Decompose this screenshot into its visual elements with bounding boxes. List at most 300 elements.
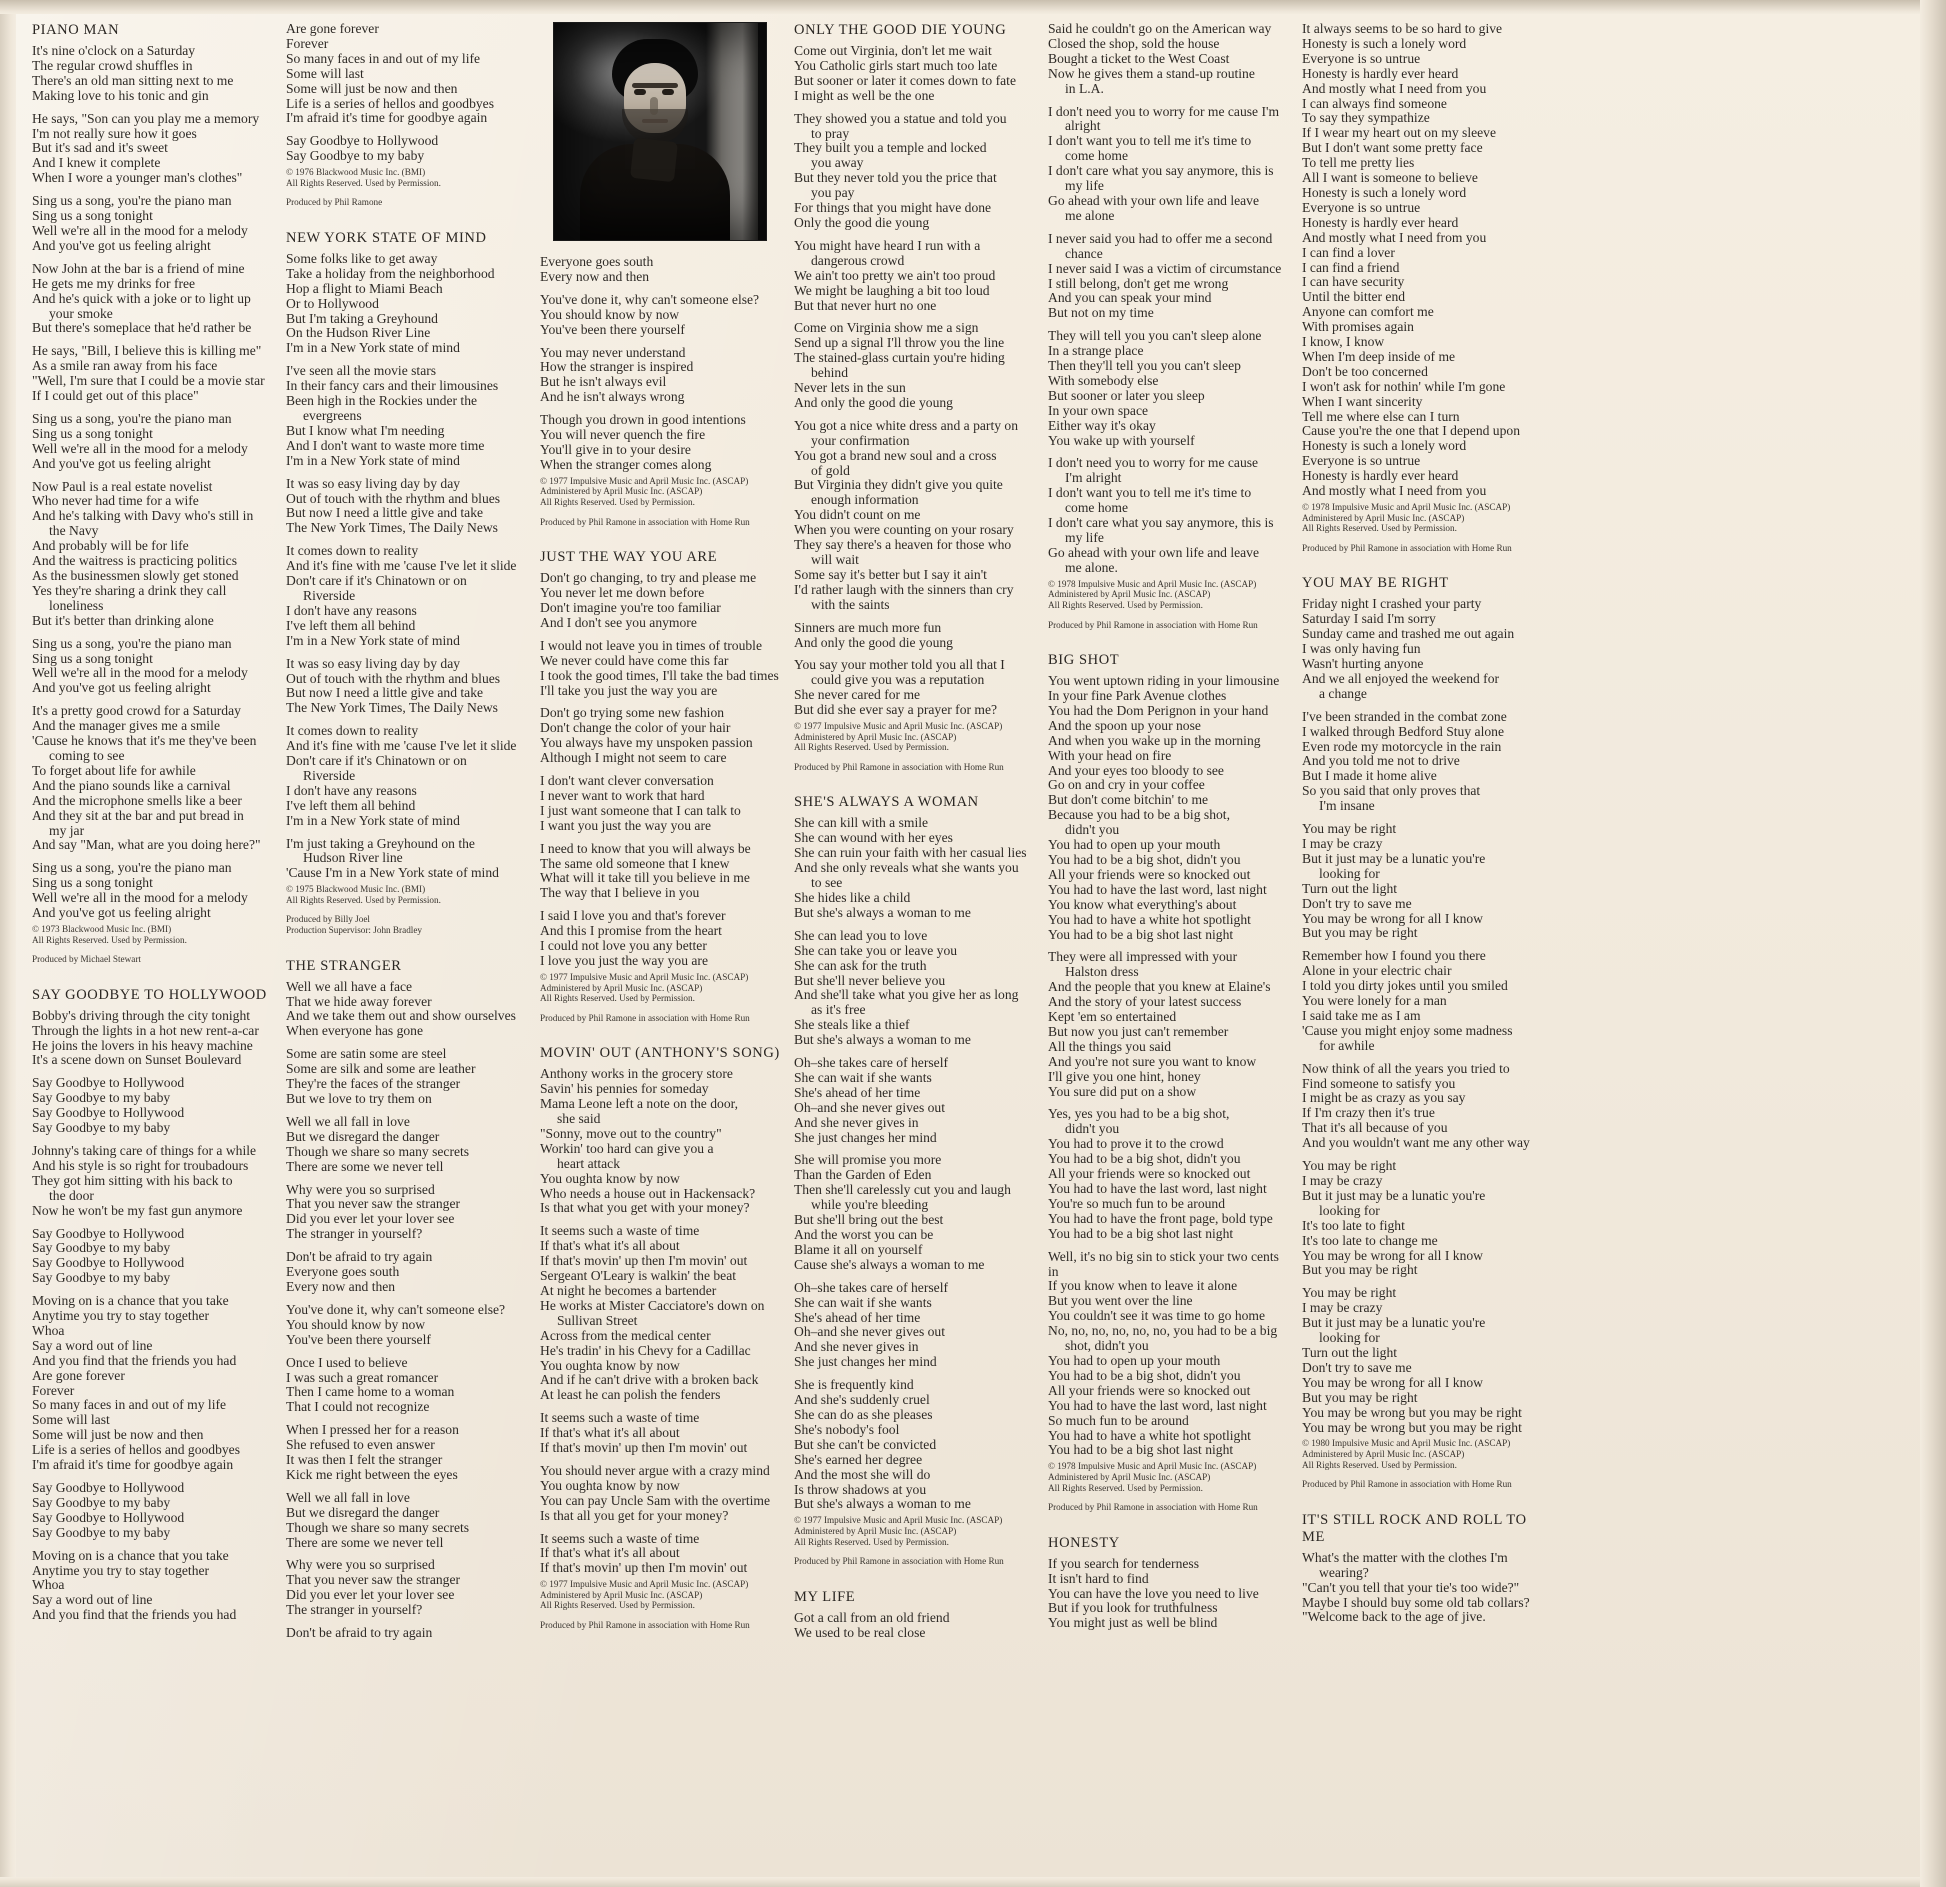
lyric-line: You may be wrong but you may be right — [1302, 1419, 1522, 1435]
lyric-line: You had to open up your mouth — [1048, 1352, 1221, 1368]
lyric-line: It's too late to change me — [1302, 1232, 1438, 1248]
lyric-line: I'm insane — [1319, 798, 1375, 814]
lyric-line: Then she'll carelessly cut you and laugh — [794, 1182, 1011, 1198]
lyric-line: If that's what it's all about — [540, 1238, 680, 1254]
lyric-line: She's ahead of her time — [794, 1084, 921, 1100]
lyric-line: Turn out the light — [1302, 1344, 1398, 1360]
lyric-line: Hop a flight to Miami Beach — [286, 280, 443, 296]
credit-line: Produced by Phil Ramone in association with Home Run — [1302, 542, 1512, 553]
credit-line: Administered by April Music Inc. (ASCAP) — [540, 1589, 703, 1600]
lyric-line: Oh–she takes care of herself — [794, 1055, 948, 1071]
lyric-line: I was such a great romancer — [286, 1369, 439, 1385]
lyric-line: You never let me down before — [540, 585, 705, 601]
lyric-line: You can pay Uncle Sam with the overtime — [540, 1492, 771, 1508]
lyric-line: He works at Mister Cacciatore's down on — [540, 1297, 765, 1313]
lyric-line: I never said you had to offer me a second — [1048, 230, 1273, 246]
lyric-line: And she only reveals what she wants you — [794, 860, 1019, 876]
lyric-line: You Catholic girls start much too late — [794, 57, 998, 73]
lyrics-column — [1042, 22, 1296, 1877]
credit-line: All Rights Reserved. Used by Permission. — [540, 496, 695, 507]
lyric-line: I love you just the way you are — [540, 953, 708, 968]
lyric-line: It's nine o'clock on a Saturday — [32, 43, 196, 58]
lyric-line: Some are satin some are steel — [286, 1046, 447, 1062]
lyric-line: But you may be right — [1302, 1389, 1418, 1405]
lyric-line: You couldn't see it was time to go home — [1048, 1308, 1266, 1324]
lyric-line: Who never had time for a wife — [32, 493, 199, 509]
lyric-line: Bought a ticket to the West Coast — [1048, 50, 1230, 66]
lyric-line: Say Goodbye to my baby — [32, 1524, 171, 1540]
lyric-line: I need to know that you will always be — [540, 840, 751, 856]
lyric-line: I never want to work that hard — [540, 787, 705, 803]
lyric-line: Honesty is such a lonely word — [1302, 438, 1467, 454]
song-title: HONESTY — [1048, 1534, 1120, 1551]
lyric-line: I don't have any reasons — [286, 782, 417, 798]
lyric-line: At least he can polish the fenders — [540, 1387, 721, 1403]
lyric-line: They got him sitting with his back to — [32, 1172, 233, 1188]
lyric-line: Is that what you get with your money? — [540, 1200, 750, 1216]
song-title: ONLY THE GOOD DIE YOUNG — [794, 22, 1007, 38]
lyric-line: She hides like a child — [794, 889, 911, 905]
lyric-line: At night he becomes a bartender — [540, 1282, 717, 1298]
lyric-line: Oh–and she never gives out — [794, 1099, 946, 1115]
lyric-line: But now I need a little give and take — [286, 505, 484, 521]
lyric-line: Don't be afraid to try again — [286, 1249, 433, 1265]
credit-line: All Rights Reserved. Used by Permission. — [286, 894, 441, 905]
lyric-line: coming to see — [49, 747, 125, 763]
lyric-line: And if he can't drive with a broken back — [540, 1372, 759, 1388]
lyric-line: Sing us a song tonight — [32, 650, 153, 666]
lyric-line: I've been stranded in the combat zone — [1302, 708, 1507, 724]
lyric-line: All your friends were so knocked out — [1048, 866, 1251, 882]
lyric-line: Because you had to be a big shot, — [1048, 807, 1230, 823]
lyric-line: She refused to even answer — [286, 1437, 435, 1453]
copyright-credit — [794, 721, 1034, 753]
lyric-line: in L.A. — [1065, 80, 1104, 96]
lyric-line: I said I love you and that's forever — [540, 908, 726, 924]
lyric-line: And we all enjoyed the weekend for — [1302, 670, 1500, 686]
lyric-line: I'm in a New York state of mind — [286, 340, 460, 356]
lyric-line: And say "Man, what are you doing here?" — [32, 837, 261, 853]
lyric-line: But you may be right — [1302, 1262, 1418, 1278]
lyric-line: We ain't too pretty we ain't too proud — [794, 267, 996, 283]
lyric-line: You'll give in to your desire — [540, 441, 691, 457]
credit-line: © 1977 Impulsive Music and April Music Inc. (ASCAP) — [794, 1515, 1003, 1526]
lyric-line: They're the faces of the stranger — [286, 1076, 461, 1092]
credit-line: Administered by April Music Inc. (ASCAP) — [1048, 1471, 1211, 1482]
lyric-line: The stranger in yourself? — [286, 1602, 423, 1618]
copyright-credit — [794, 762, 1034, 773]
lyric-line: But not on my time — [1048, 305, 1154, 321]
credit-line: Produced by Phil Ramone in association with Home Run — [540, 1012, 750, 1023]
lyric-line: He says, "Bill, I believe this is killing me" — [32, 343, 262, 359]
lyric-line: Say Goodbye to Hollywood — [32, 1480, 185, 1495]
lyric-line: There are some we never tell — [286, 1534, 444, 1550]
lyric-line: And the spoon up your nose — [1048, 717, 1201, 733]
lyric-line: Say Goodbye to Hollywood — [32, 1509, 185, 1525]
lyric-line: When you were counting on your rosary — [794, 522, 1014, 538]
lyric-line: evergreens — [303, 408, 362, 423]
lyric-line: And you've got us feeling alright — [32, 905, 211, 921]
lyric-line: When I'm deep inside of me — [1302, 348, 1456, 364]
lyric-line: Did you ever let your lover see — [286, 1587, 455, 1603]
lyric-line: With your head on fire — [1048, 747, 1172, 763]
copyright-credit — [540, 517, 780, 528]
lyric-line: Don't imagine you're too familiar — [540, 599, 721, 615]
lyric-line: come home — [1065, 500, 1129, 516]
lyric-line: For things that you might have done — [794, 200, 992, 216]
lyric-line: And he's quick with a joke or to light up — [32, 290, 251, 306]
lyric-line: Wasn't hurting anyone — [1302, 656, 1424, 671]
credit-line: Produced by Phil Ramone in association with Home Run — [1048, 1502, 1258, 1513]
lyric-line: They showed you a statue and told you — [794, 110, 1007, 126]
lyric-line: You didn't count on me — [794, 507, 921, 523]
lyric-line: Sergeant O'Leary is walkin' the beat — [540, 1268, 737, 1284]
lyric-line: shot, didn't you — [1065, 1338, 1149, 1354]
lyric-line: But sooner or later you sleep — [1048, 387, 1205, 403]
lyric-line: She can do as she pleases — [794, 1406, 933, 1422]
lyric-line: Every now and then — [286, 1278, 396, 1294]
lyric-line: will wait — [811, 552, 859, 567]
lyric-line: I told you dirty jokes until you smiled — [1302, 978, 1508, 994]
lyric-line: With somebody else — [1048, 372, 1159, 388]
lyric-line: alright — [1065, 118, 1101, 134]
lyric-line: Whoa — [32, 1577, 65, 1593]
lyric-line: Halston dress — [1065, 964, 1139, 980]
lyric-line: And his style is so right for troubadours — [32, 1157, 249, 1173]
lyric-line: She can wait if she wants — [794, 1069, 932, 1085]
lyric-line: Go ahead with your own life and leave — [1048, 192, 1260, 208]
lyric-line: Cause you're the one that I depend upon — [1302, 423, 1520, 439]
lyric-line: And the story of your latest success — [1048, 994, 1242, 1010]
lyric-line: That we hide away forever — [286, 993, 432, 1009]
lyric-line: You were lonely for a man — [1302, 993, 1447, 1009]
lyric-line: But I know what I'm needing — [286, 422, 445, 438]
lyric-line: She never cared for me — [794, 687, 921, 703]
lyric-line: Now he won't be my fast gun anymore — [32, 1202, 243, 1218]
lyric-line: Everyone is so untrue — [1302, 50, 1421, 66]
lyric-line: Go on and cry in your coffee — [1048, 777, 1205, 793]
lyric-line: And we take them out and show ourselves — [286, 1008, 516, 1024]
lyric-line: And you told me not to drive — [1302, 753, 1460, 769]
lyric-line: You may be right — [1302, 1158, 1397, 1174]
lyric-line: When I wore a younger man's clothes" — [32, 170, 243, 186]
lyric-line: It comes down to reality — [286, 543, 419, 559]
lyric-line: There are some we never tell — [286, 1158, 444, 1174]
lyric-line: Sing us a song tonight — [32, 425, 153, 441]
sleeve-bottom-edge — [0, 1877, 1946, 1887]
copyright-credit — [286, 197, 526, 208]
song-title: JUST THE WAY YOU ARE — [540, 549, 718, 566]
lyric-line: 'Cause he knows that it's me they've been — [32, 733, 257, 749]
lyric-line: I don't have any reasons — [286, 602, 417, 618]
lyric-line: Honesty is such a lonely word — [1302, 35, 1467, 51]
lyric-line: looking for — [1319, 1202, 1380, 1218]
lyric-line: Honesty is hardly ever heard — [1302, 214, 1459, 230]
lyric-line: You oughta know by now — [540, 1477, 680, 1493]
lyric-line: What will it take till you believe in me — [540, 870, 750, 886]
lyric-line: Anthony works in the grocery store — [540, 1066, 733, 1082]
lyric-line: Did you ever let your lover see — [286, 1211, 455, 1227]
lyric-line: Is throw shadows at you — [794, 1481, 927, 1497]
lyric-line: And the microphone smells like a beer — [32, 792, 242, 808]
lyric-line: I was only having fun — [1302, 641, 1421, 657]
copyright-credit — [286, 884, 526, 905]
lyric-line: as it's free — [811, 1002, 866, 1018]
lyric-line: She just changes her mind — [794, 1129, 937, 1145]
lyric-line: I still belong, don't get me wrong — [1048, 275, 1229, 291]
lyric-line: He gets me my drinks for free — [32, 275, 196, 291]
lyric-line: Everyone goes south — [286, 1264, 400, 1280]
lyric-line: I may be crazy — [1302, 1300, 1383, 1316]
credit-line: © 1978 Impulsive Music and April Music Inc. (ASCAP) — [1302, 502, 1511, 512]
lyric-line: with the saints — [811, 596, 890, 612]
lyric-line: All the things you said — [1048, 1038, 1172, 1054]
credit-line: © 1977 Impulsive Music and April Music Inc. (ASCAP) — [540, 1579, 749, 1590]
lyric-line: a change — [1319, 685, 1367, 701]
lyric-line: Say Goodbye to Hollywood — [32, 1255, 185, 1271]
lyric-line: 'Cause you might enjoy some madness — [1302, 1022, 1513, 1038]
lyric-line: Honesty is hardly ever heard — [1302, 65, 1459, 81]
lyric-line: Maybe I should buy some old tab collars? — [1302, 1594, 1530, 1610]
lyric-line: All I want is someone to believe — [1302, 170, 1478, 186]
lyric-line: I've left them all behind — [286, 797, 416, 813]
lyric-line: You know what everything's about — [1048, 896, 1237, 912]
lyric-line: They were all impressed with your — [1048, 949, 1238, 965]
lyrics-column — [280, 22, 534, 1877]
lyric-line: I'll take you just the way you are — [540, 682, 718, 698]
lyric-line: And when you wake up in the morning — [1048, 732, 1261, 748]
lyric-line: The way that I believe in you — [540, 885, 700, 901]
credit-line: Administered by April Music Inc. (ASCAP) — [540, 982, 703, 993]
lyric-line: I might be as crazy as you say — [1302, 1090, 1466, 1106]
lyric-line: Tell me where else can I turn — [1302, 408, 1460, 424]
lyric-line: Oh–she takes care of herself — [794, 1279, 948, 1295]
credit-line: All Rights Reserved. Used by Permission. — [540, 1600, 695, 1611]
lyric-line: You had to be a big shot, didn't you — [1048, 1151, 1241, 1167]
lyric-line: enough information — [811, 492, 919, 508]
lyric-line: Now Paul is a real estate novelist — [32, 478, 213, 494]
lyric-line: It always seems to be so hard to give — [1302, 21, 1503, 36]
lyric-line: for awhile — [1319, 1037, 1375, 1053]
lyric-line: It seems such a waste of time — [540, 1223, 700, 1239]
lyric-line: Sing us a song, you're the piano man — [32, 860, 232, 876]
lyric-line: I'm not really sure how it goes — [32, 125, 197, 141]
lyric-line: I can find a friend — [1302, 259, 1400, 275]
copyright-credit — [1302, 1438, 1542, 1470]
credit-line: Produced by Phil Ramone in association with Home Run — [540, 1620, 750, 1631]
lyric-line: Mama Leone left a note on the door, — [540, 1096, 739, 1112]
lyric-line: Are gone forever — [286, 21, 379, 36]
lyric-line: You had to be a big shot last night — [1048, 1442, 1234, 1458]
lyric-line: Never lets in the sun — [794, 380, 906, 396]
lyric-line: And probably will be for life — [32, 538, 189, 554]
lyric-line: I just want someone that I can talk to — [540, 802, 741, 818]
lyric-line: didn't you — [1065, 1121, 1120, 1137]
lyric-line: You had to have the last word, last night — [1048, 1397, 1267, 1413]
lyric-line: You've been there yourself — [286, 1331, 431, 1347]
lyric-line: Johnny's taking care of things for a while — [32, 1142, 257, 1158]
lyric-line: Moving on is a chance that you take — [32, 1547, 229, 1563]
lyric-line: If that's movin' up then I'm movin' out — [540, 1440, 748, 1456]
lyric-line: But you may be right — [1302, 925, 1418, 941]
lyric-line: Who needs a house out in Hackensack? — [540, 1185, 756, 1201]
lyrics-columns — [26, 22, 1920, 1877]
lyric-line: If you search for tenderness — [1048, 1555, 1199, 1571]
copyright-credit — [1302, 502, 1542, 534]
lyric-line: Bobby's driving through the city tonight — [32, 1007, 251, 1023]
lyric-line: Well we're all in the mood for a melody — [32, 440, 248, 456]
lyric-line: But she's always a woman to me — [794, 1032, 971, 1048]
lyric-line: Don't change the color of your hair — [540, 720, 731, 736]
song-title: NEW YORK STATE OF MIND — [286, 229, 487, 246]
lyric-line: Moving on is a chance that you take — [32, 1293, 229, 1309]
lyric-line: You got a brand new soul and a cross — [794, 447, 997, 463]
lyric-line: And she's suddenly cruel — [794, 1392, 930, 1408]
lyric-line: That it's all because of you — [1302, 1120, 1448, 1136]
lyric-line: my life — [1065, 178, 1104, 194]
lyric-line: She just changes her mind — [794, 1354, 937, 1370]
lyric-line: Every now and then — [540, 268, 650, 284]
lyric-line: I'm in a New York state of mind — [286, 452, 460, 468]
lyric-line: I may be crazy — [1302, 1173, 1383, 1188]
credit-line: © 1977 Impulsive Music and April Music Inc. (ASCAP) — [540, 971, 749, 982]
lyric-line: It was then I felt the stranger — [286, 1452, 443, 1468]
lyric-line: behind — [811, 365, 848, 381]
lyric-line: Well, it's no big sin to stick your two cents in — [1048, 1248, 1283, 1279]
lyric-line: Everyone is so untrue — [1302, 199, 1421, 215]
lyric-line: And mostly what I need from you — [1302, 80, 1487, 96]
lyric-line: wearing? — [1319, 1564, 1369, 1580]
lyric-line: I walked through Bedford Stuy alone — [1302, 723, 1504, 739]
lyric-line: Why were you so surprised — [286, 1557, 435, 1573]
lyric-line: But did she ever say a prayer for me? — [794, 702, 998, 718]
lyric-line: If I wear my heart out on my sleeve — [1302, 125, 1497, 141]
copyright-credit — [540, 1620, 780, 1631]
lyric-line: Are gone forever — [32, 1367, 125, 1383]
lyric-line: Sing us a song tonight — [32, 208, 153, 224]
lyric-line: And the worst you can be — [794, 1227, 934, 1242]
lyric-line: Sing us a song, you're the piano man — [32, 193, 232, 209]
lyric-line: She can wait if she wants — [794, 1294, 932, 1310]
lyric-line: Say Goodbye to my baby — [32, 1270, 171, 1286]
lyric-line: Remember how I found you there — [1302, 948, 1486, 964]
lyric-line: And I knew it complete — [32, 155, 161, 171]
lyric-line: "Well, I'm sure that I could be a movie star — [32, 373, 265, 389]
lyric-line: I've left them all behind — [286, 617, 416, 633]
sleeve-top-edge — [0, 0, 1946, 14]
lyric-line: You always have my unspoken passion — [540, 735, 753, 751]
lyric-line: You should know by now — [286, 1316, 426, 1332]
lyric-line: I'm alright — [1065, 470, 1122, 486]
lyric-line: And only the good die young — [794, 634, 953, 650]
song-title: SHE'S ALWAYS A WOMAN — [794, 794, 979, 811]
lyric-line: But we love to try them on — [286, 1091, 432, 1106]
copyright-credit — [1048, 1502, 1288, 1513]
lyric-line: Though we share so many secrets — [286, 1143, 470, 1159]
lyric-line: To tell me pretty lies — [1302, 155, 1415, 171]
lyric-line: And you find that the friends you had — [32, 1352, 237, 1368]
lyric-line: The New York Times, The Daily News — [286, 520, 498, 536]
lyric-line: I said take me as I am — [1302, 1007, 1421, 1023]
lyric-line: I can have security — [1302, 274, 1405, 290]
lyric-line: And they sit at the bar and put bread in — [32, 807, 244, 823]
lyric-line: Anyone can comfort me — [1302, 304, 1434, 320]
lyric-line: She can ask for the truth — [794, 957, 927, 973]
lyric-line: Don't care if it's Chinatown or on — [286, 573, 467, 589]
credit-line: Produced by Phil Ramone in association with Home Run — [794, 761, 1004, 772]
lyric-line: You say your mother told you all that I — [794, 657, 1005, 673]
lyric-line: It was so easy living day by day — [286, 475, 461, 491]
lyric-line: Out of touch with the rhythm and blues — [286, 490, 501, 506]
copyright-credit — [32, 954, 272, 965]
lyric-line: You had to be a big shot, didn't you — [1048, 851, 1241, 867]
lyric-line: I don't care what you say anymore, this is — [1048, 515, 1274, 531]
lyric-line: You had to have the last word, last night — [1048, 881, 1267, 897]
lyric-line: She's nobody's fool — [794, 1421, 900, 1437]
lyric-line: But it's better than drinking alone — [32, 612, 214, 628]
lyric-line: And the most she will do — [794, 1466, 931, 1482]
lyric-line: Turn out the light — [1302, 880, 1398, 896]
lyric-line: You had to be a big shot last night — [1048, 926, 1234, 942]
lyric-line: On the Hudson River Line — [286, 325, 431, 341]
lyric-line: And your eyes too bloody to see — [1048, 762, 1224, 778]
lyric-line: Until the bitter end — [1302, 289, 1406, 305]
lyric-line: You might just as well be blind — [1048, 1615, 1218, 1631]
lyric-line: But don't come bitchin' to me — [1048, 792, 1209, 808]
credit-line: © 1975 Blackwood Music Inc. (BMI) — [286, 884, 426, 895]
lyric-line: Then they'll tell you you can't sleep — [1048, 358, 1241, 374]
lyric-line: I took the good times, I'll take the bad times — [540, 667, 779, 683]
lyric-line: Once I used to believe — [286, 1354, 408, 1370]
lyric-line: Either way it's okay — [1048, 417, 1156, 433]
lyric-line: Well we're all in the mood for a melody — [32, 890, 248, 906]
credit-line: Administered by April Music Inc. (ASCAP) — [1302, 1449, 1465, 1459]
lyric-line: And mostly what I need from you — [1302, 229, 1487, 245]
lyric-line: I don't want you to tell me it's time to — [1048, 133, 1252, 149]
lyric-line: of gold — [811, 462, 850, 478]
credit-line: Produced by Billy Joel — [286, 914, 370, 925]
lyric-line: I'd rather laugh with the sinners than cry — [794, 581, 1014, 597]
lyric-line: Oh–and she never gives out — [794, 1324, 946, 1340]
lyric-line: Though you drown in good intentions — [540, 412, 746, 428]
lyric-line: me alone — [1065, 207, 1115, 223]
lyric-line: Go ahead with your own life and leave — [1048, 544, 1260, 560]
lyric-line: Say Goodbye to my baby — [286, 148, 425, 164]
lyric-line: I would not leave you in times of trouble — [540, 637, 762, 653]
lyric-line: The regular crowd shuffles in — [32, 57, 193, 73]
credit-line: Produced by Michael Stewart — [32, 954, 141, 965]
lyric-line: There's an old man sitting next to me — [32, 72, 234, 88]
lyric-line: "Can't you tell that your tie's too wide?" — [1302, 1579, 1520, 1595]
lyric-line: And you've got us feeling alright — [32, 455, 211, 471]
lyric-line: And the piano sounds like a carnival — [32, 777, 231, 793]
lyric-line: You had to have a white hot spotlight — [1048, 911, 1251, 927]
lyric-line: your smoke — [49, 305, 113, 321]
copyright-credit — [1302, 543, 1542, 554]
lyric-line: Closed the shop, sold the house — [1048, 35, 1220, 51]
credit-line: Produced by Phil Ramone — [286, 197, 383, 208]
credit-line: All Rights Reserved. Used by Permission. — [794, 742, 949, 753]
lyric-line: But you went over the line — [1048, 1293, 1193, 1309]
lyric-line: As the businessmen slowly get stoned — [32, 568, 239, 583]
lyric-line: Said he couldn't go on the American way — [1048, 21, 1272, 36]
lyric-line: Anytime you try to stay together — [32, 1308, 210, 1324]
lyric-line: And you wouldn't want me any other way — [1302, 1135, 1530, 1151]
lyric-line: If that's what it's all about — [540, 1425, 680, 1441]
lyric-line: Sullivan Street — [557, 1312, 638, 1328]
lyric-line: Take a holiday from the neighborhood — [286, 265, 495, 281]
lyric-line: you away — [811, 155, 864, 171]
